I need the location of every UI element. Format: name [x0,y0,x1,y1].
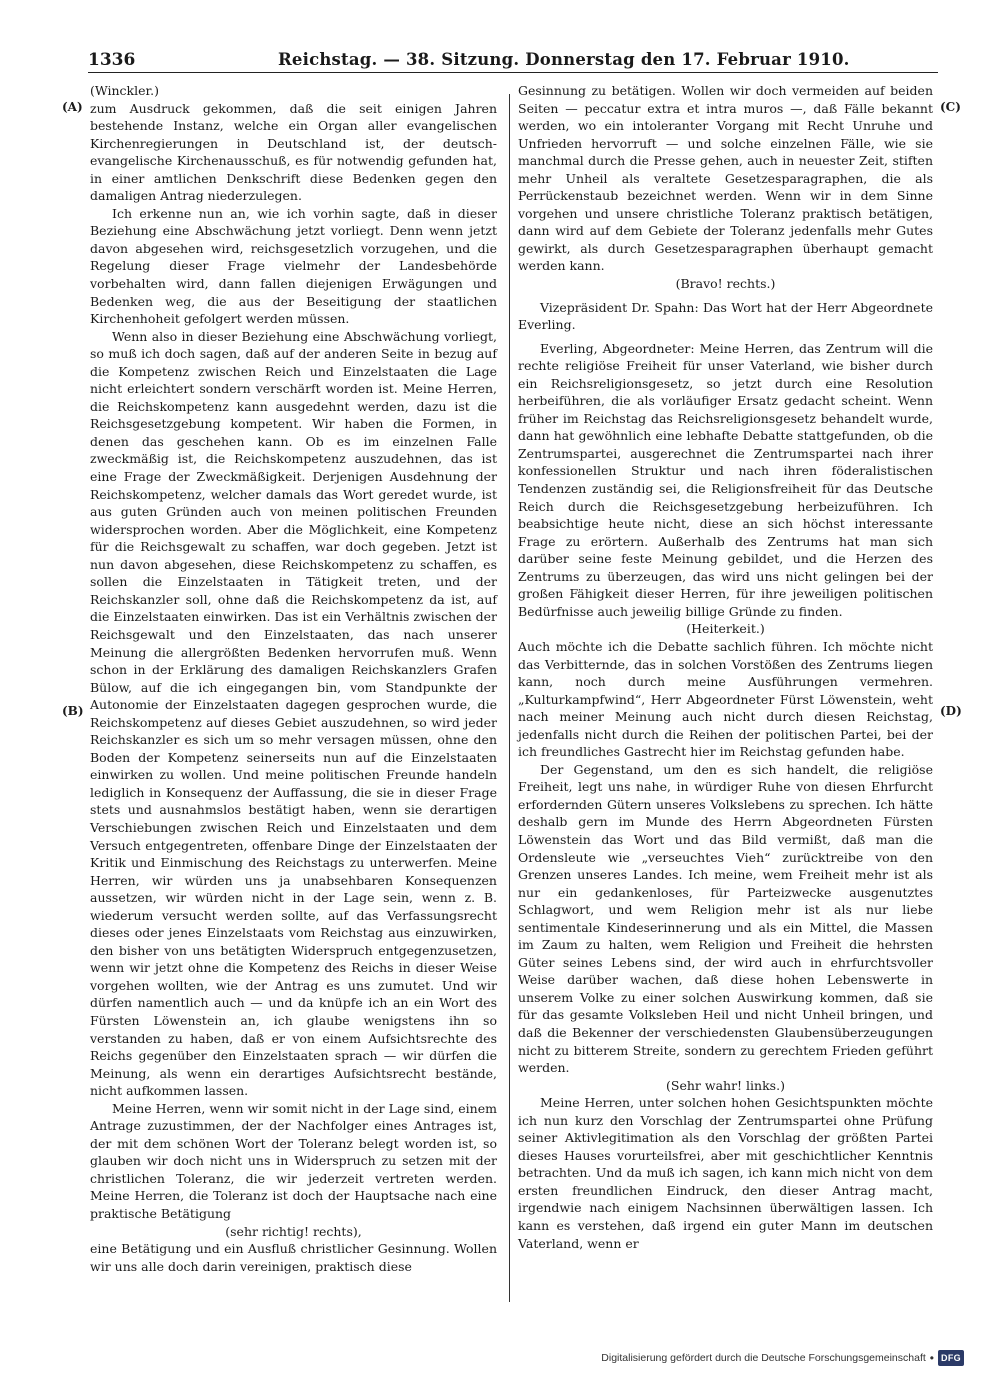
interjection: (sehr richtig! rechts), [225,1223,362,1239]
paragraph: Ich erkenne nun an, wie ich vorhin sagte, daß in dieser Beziehung eine Abschwächung jetzt vorliegt. Denn wenn jetzt davon abgesehen wird, reichsgesetzlich vorzugehen, und die Regelung dieser Frage vielmehr der Landesbehörde vorbehalten wird, dann fallen diejenigen Erwägungen und Bedenken weg, die aus der Beseitigung der staatlichen Kirchenhoheit gefolgert werden müssen. [90,205,497,327]
page-number: 1336 [88,50,136,70]
margin-marker-b: (B) [62,704,84,718]
right-column [518,82,933,1252]
margin-marker-c: (C) [940,100,961,114]
interjection: (Bravo! rechts.) [675,276,776,292]
dfg-logo-icon: DFG [938,1350,964,1366]
paragraph: Auch möchte ich die Debatte sachlich führen. Ich möchte nicht das Verbitternde, das in solchen Vorstößen des Zentrums liegen kann, noch durch meine Ausführungen vermehren. „Kulturkampfwind“, Herr Abgeordneter Fürst Löwenstein, weht nach meiner Meinung auch nicht durch diesen Reichstag, jedenfalls nicht durch die Reihen der politischen Partei, bei der ich freundliches Gastrecht hier im Reichstag gefunden habe. [518,638,933,760]
paragraph: Wenn also in dieser Beziehung eine Abschwächung vorliegt, so muß ich doch sagen, daß auf der anderen Seite in bezug auf die Kompetenz zwischen Reich und Einzelstaaten die Lage nicht erleichtert sondern verschärft worden ist. Meine Herren, die Reichskompetenz kann ausgedehnt werden, dazu ist die Reichsgesetzgebung kompetent. Wir haben die Formen, in denen das geschehen kann. Ob es im einzelnen Falle zweckmäßig ist, die Reichskompetenz auszudehnen, das ist eine Frage der Zweckmäßigkeit. Derjenigen Ausdehnung der Reichskompetenz, welcher damals das Wort geredet wurde, ist aus guten Gründen auch von meinen politischen Freunden widersprochen worden. Aber die Möglichkeit, eine Kompetenz für die Reichsgewalt zu schaffen, war doch gegeben. Jetzt ist nun davon abgesehen, diese Reichskompetenz zu schaffen, es sollen die Einzelstaaten in Tätigkeit treten, und der Reichskanzler soll, ohne daß die Reichskompetenz da ist, auf die Einzelstaaten einwirken. Das ist ein Verhältnis zwischen der Reichsgewalt und den Einzelstaaten, das nach unserer Meinung die allergrößten Bedenken hervorrufen muß. Wenn schon in der Erklärung des damaligen Reichskanzlers Grafen Bülow, auf die ich eingegangen bin, vom Standpunkte der Autonomie der Einzelstaaten dagegen gesprochen wurde, die Reichskompetenz auf dieses Gebiet auszudehnen, so wird jeder Reichskanzler es sich um so mehr versagen müssen, ohne den Boden der Kompetenz seinerseits nun auf die Einzelstaaten einwirken zu wollen. Und meine politischen Freunde handeln lediglich in Konsequenz der Auffassung, die sie in dieser Frage stets und ausnahmslos bestätigt haben, wenn sie derartigen Verschiebungen zwischen Reich und Einzelstaaten und dem Versuch entgegentreten, offenbare Dinge der Einzelstaaten der Kritik und Einmischung des Reichstags zu unterwerfen. Meine Herren, wir würden uns ja unabsehbaren Konsequenzen aussetzen, wir würden nicht in der Lage sein, wenn z. B. wiederum versucht werden sollte, auf das Verfassungsrecht dieses oder jenes Einzelstaats vom Reichstag aus einzuwirken, den bisher von uns betätigten Widerspruch entgegenzusetzen, wenn wir jetzt ohne die Kompetenz des Reichs in dieser Weise vorgehen wollten, wie der Antrag es uns zumutet. Und wir dürfen namentlich auch — und da knüpfe ich an ein Wort des Fürsten Löwenstein an, ich glaube wenigstens ihn so verstanden zu haben, daß er von einem Aufsichtsrechte des Reichs gegenüber den Einzelstaaten sprach — wir dürfen die Meinung, als wenn ein derartiges Aufsichtsrecht bestände, nicht aufkommen lassen. [90,328,497,1099]
margin-marker-a: (A) [62,100,83,114]
footer-credit [601,1350,964,1366]
margin-marker-d: (D) [940,704,962,718]
interjection: (Heiterkeit.) [686,621,765,637]
paragraph: Everling, Abgeordneter: Meine Herren, das Zentrum will die rechte religiöse Freiheit für unser Vaterland, wie bisher durch ein Reichsreligionsgesetz, so jetzt durch eine Resolution herbeiführen, die als vorläufiger Ersatz gedacht scheint. Wenn früher im Reichstag das Reichsreligionsgesetz behandelt wurde, dann hat gewöhnlich eine lebhafte Debatte stattgefunden, ob die Zentrumspartei, ausgerechnet die Zentrumspartei nach ihrer konfessionellen Struktur und nach ihren föderalistischen Tendenzen zuständig sei, die Religionsfreiheit für das Deutsche Reich durch die Reichsgesetzgebung herbeizuführen. Ich beabsichtige heute nicht, diese an sich höchst interessante Frage zu erörtern. Außerhalb des Zentrums hat man sich darüber seine feste Meinung gebildet, und die Herzen des Zentrums zu überzeugen, das wird uns nicht gelingen bei der großen Fähigkeit dieser Herren, für ihre jeweiligen politischen Bedürfnisse auch jeweilig billige Gründe zu finden. [518,340,933,619]
paragraph: zum Ausdruck gekommen, daß die seit einigen Jahren bestehende Instanz, welche ein Organ aller evangelischen Kirchenregierungen in Deutschland ist, der deutsch-evangelische Kirchenausschuß, es für notwendig gefunden hat, in einer amtlichen Denkschrift diese Bedenken gegen den damaligen Antrag niederzulegen. [90,100,497,204]
footer-text: Digitalisierung gefördert durch die Deutsche Forschungsgemeinschaft [601,1352,926,1364]
header-rule [88,72,938,73]
left-column [90,82,497,1275]
page-header [88,48,938,74]
interjection: (Sehr wahr! links.) [666,1077,785,1093]
column-divider [509,94,510,1302]
speaker-label: (Winckler.) [90,83,159,98]
paragraph: Meine Herren, wenn wir somit nicht in der Lage sind, einem Antrage zuzustimmen, der der Nachfolger eines Antrages ist, der mit dem schönen Wort der Toleranz belegt worden ist, so glauben wir doch nicht uns in Widerspruch zu setzen mit der christlichen Toleranz, die wir jederzeit vertreten werden. Meine Herren, die Toleranz ist doch der Hauptsache nach eine praktische Betätigung [90,1100,497,1221]
paragraph: Gesinnung zu betätigen. Wollen wir doch vermeiden auf beiden Seiten — peccatur extra et intra muros —, daß Fälle bekannt werden, wo ein intoleranter Vorgang mit Recht Unruhe und Unfrieden hervorruft — und solche einzelnen Fälle, wie sie manchmal durch die Presse gehen, auch in neuester Zeit, stiften mehr Unheil als veraltete Gesetzesparagraphen, die als Perrückenstaub bezeichnet werden. Wenn wir in dem Sinne vorgehen und unsere christliche Toleranz praktisch betätigen, dann wird auf dem Gebiete der Toleranz jedenfalls mehr Gutes gewirkt, als durch Gesetzesparagraphen überhaupt gemacht werden kann. [518,83,933,274]
running-head: Reichstag. — 38. Sitzung. Donnerstag den 17. Februar 1910. [278,50,850,69]
paragraph: eine Betätigung und ein Ausfluß christlicher Gesinnung. Wollen wir uns alle doch darin vereinigen, praktisch diese [90,1241,497,1274]
vice-president-line: Vizepräsident Dr. Spahn: Das Wort hat der Herr Abgeordnete Everling. [518,299,933,333]
paragraph: Der Gegenstand, um den es sich handelt, die religiöse Freiheit, legt uns nahe, in würdiger Ruhe von diesen Ehrfurcht erfordernden Gütern unseres Volkslebens zu sprechen. Ich hätte deshalb gern im Munde des Herrn Abgeordneten Fürsten Löwenstein das Wort und das Bild vermißt, daß man die Ordensleute wie „verseuchtes Vieh“ zurücktreibe von den Grenzen unseres Landes. Ich meine, wem Freiheit mehr ist als nur ein gedankenloses, für Parteizwecke ausgenutztes Schlagwort, und wem Religion mehr ist als nur liebe sentimentale Kindeserinnerung und als ein Mittel, die Massen im Zaum zu halten, wem Religion und Freiheit die hehrsten Güter seines Lebens sind, der wird auch in ehrfurchtsvoller Weise darüber wachen, daß diese hohen Lebenswerte in unserem Volke zu einer solchen Auswirkung kommen, daß sie für das gesamte Volksleben Heil und nicht Unheil bringen, und daß die Bekenner der verschiedensten Glaubensüberzeugungen nicht zu bitterem Streite, sondern zu gerechtem Frieden geführt werden. [518,761,933,1076]
footer-separator: • [929,1351,934,1365]
paragraph: Meine Herren, unter solchen hohen Gesichtspunkten möchte ich nun kurz den Vorschlag der Zentrumspartei ohne Prüfung seiner Aktivlegitimation als den Vorschlag der größten Partei dieses Hauses vorurteilsfrei, aber mit geschichtlicher Kenntnis betrachten. Und da muß ich sagen, ich kann mich nicht von dem ersten freundlichen Eindruck, den dieser Antrag macht, irgendwie nach einigem Nachsinnen überwältigen lassen. Ich kann es verstehen, daß irgend ein guter Mann im deutschen Vaterland, wenn er [518,1095,933,1251]
